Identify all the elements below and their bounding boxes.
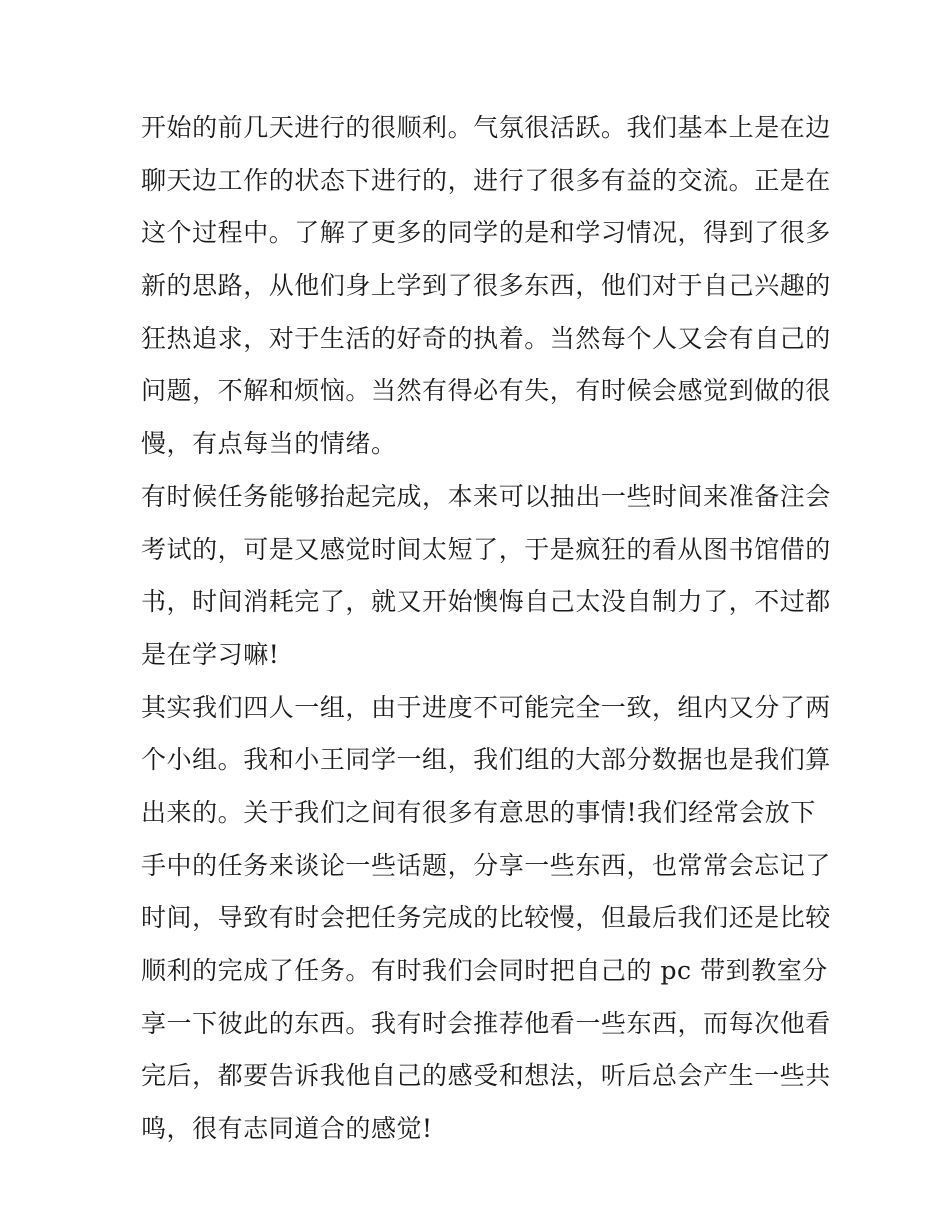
text-line: 出来的。关于我们之间有很多有意思的事情!我们经常会放下 xyxy=(141,797,816,827)
text-line: 顺利的完成了任务。有时我们会同时把自己的 pc 带到教室分 xyxy=(141,956,828,985)
text-line: 个小组。我和小王同学一组，我们组的大部分数据也是我们算 xyxy=(141,745,831,775)
text-line: 手中的任务来谈论一些话题，分享一些东西，也常常会忘记了 xyxy=(141,850,831,880)
text-line: 时间，导致有时会把任务完成的比较慢，但最后我们还是比较 xyxy=(141,903,831,933)
text-line: 书，时间消耗完了，就又开始懊悔自己太没自制力了，不过都 xyxy=(141,587,831,617)
text-line: 完后，都要告诉我他自己的感受和想法，听后总会产生一些共 xyxy=(141,1061,831,1091)
text-line: 享一下彼此的东西。我有时会推荐他看一些东西，而每次他看 xyxy=(141,1008,831,1038)
text-line: 其实我们四人一组，由于进度不可能完全一致，组内又分了两 xyxy=(141,692,831,722)
text-line: 狂热追求，对于生活的好奇的执着。当然每个人又会有自己的 xyxy=(141,323,831,353)
text-line: 问题，不解和烦恼。当然有得必有失，有时候会感觉到做的很 xyxy=(141,376,831,406)
text-line: 新的思路，从他们身上学到了很多东西，他们对于自己兴趣的 xyxy=(141,271,831,301)
text-line: 考试的，可是又感觉时间太短了，于是疯狂的看从图书馆借的 xyxy=(141,534,831,564)
text-line: 这个过程中。了解了更多的同学的是和学习情况，得到了很多 xyxy=(141,218,831,248)
text-line: 有时候任务能够抬起完成，本来可以抽出一些时间来准备注会 xyxy=(141,481,831,511)
text-line: 慢，有点每当的情绪。 xyxy=(141,429,397,459)
text-line: 开始的前几天进行的很顺利。气氛很活跃。我们基本上是在边 xyxy=(141,113,831,142)
text-line: 鸣，很有志同道合的感觉! xyxy=(141,1114,433,1144)
text-line: 聊天边工作的状态下进行的，进行了很多有益的交流。正是在 xyxy=(141,165,831,195)
text-line: 是在学习嘛! xyxy=(141,639,280,669)
body-text xyxy=(141,106,831,1160)
